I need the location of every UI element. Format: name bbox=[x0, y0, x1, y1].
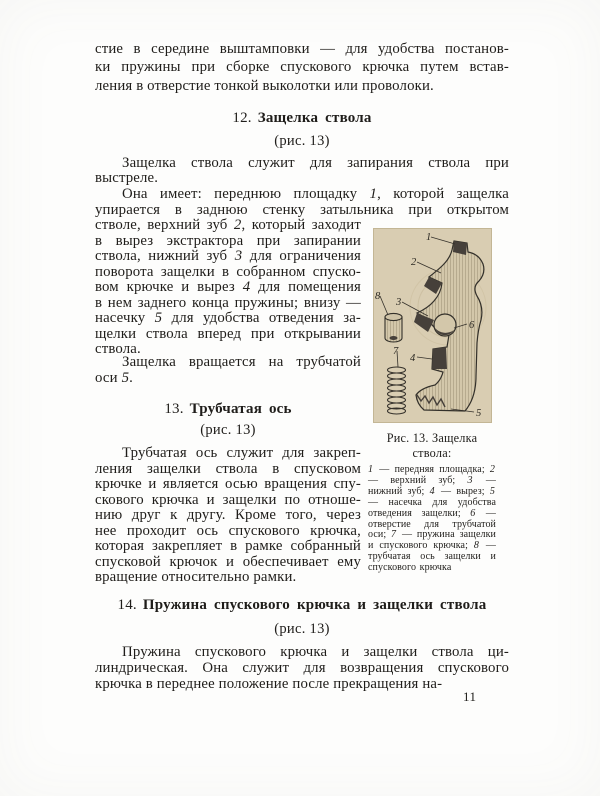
section-13-paragraph: Трубчатая ось служит для закреп- ления защелки ствола в спусковом крючке и является осью вращения спу- скового крючка и защелки по отноше- нию друг к другу. Кроме того, через нее проходит ось спускового крючка, которая закрепляет в рамке собранный спусковой крючок и обеспечивает ему вращение относительно рамки. bbox=[95, 446, 361, 585]
intro-paragraph: стие в середине выштамповки — для удобства постанов- ки пружины при сборке спускового крючка путем встав- ления в отверстие тонкой выколотки или проволоки. bbox=[95, 41, 509, 94]
section-14-paragraph: Пружина спускового крючка и защелки ствола ци- линдрическая. Она служит для возвращения спускового крючка в переднее положение после прекращения на- bbox=[95, 645, 509, 692]
figure-label-6: 6 bbox=[469, 320, 475, 331]
barrel-latch-drawing bbox=[374, 229, 491, 422]
section-14-number: 14. bbox=[117, 597, 137, 613]
section-12-paragraph-2-narrow: стволе, верхний зуб 2, который заходит в вырез экстрактора при запирании ствола, нижний зуб 3 для ограничения поворота защелки в собранном спуско- вом крючке и вырез 4 для помещения в нем заднего конца пружины; внизу — насечку 5 для удобства отведения за- щелки ствола вперед при открывании ствола. bbox=[95, 218, 361, 358]
tubular-axis-hole bbox=[390, 336, 398, 340]
figure-label-1: 1 bbox=[426, 232, 432, 243]
figure-label-4: 4 bbox=[410, 353, 416, 364]
section-12-heading bbox=[95, 110, 509, 127]
section-12-paragraph-1: Защелка ствола служит для запирания ствола при выстреле. bbox=[95, 156, 509, 187]
cutout-notch bbox=[432, 347, 447, 369]
spring bbox=[388, 367, 406, 414]
page-number: 11 bbox=[463, 689, 477, 704]
section-12-paragraph-3: Защелка вращается на трубчатой оси 5. bbox=[95, 355, 361, 386]
figure-label-7: 7 bbox=[393, 346, 399, 357]
section-12-title: Защелка ствола bbox=[257, 110, 372, 126]
figure-label-3: 3 bbox=[396, 297, 402, 308]
section-12-paragraph-2-full: Она имеет: переднюю площадку 1, которой защелка упирается в заднюю стенку затыльника при открытом bbox=[95, 187, 509, 218]
figure-legend: 1 — передняя площадка; 2 — верхний зуб; 3 — нижний зуб; 4 — вырез; 5 — насечка для удобства отведения защелки; 6 — отверстие для трубчатой оси; 7 — пружина защелки и спускового крючка; 8 — трубчатая ось защелки и спускового крючка bbox=[368, 464, 497, 574]
figure-13-photo bbox=[373, 228, 492, 423]
figure-caption-title-line1: Рис. 13. Защелка bbox=[386, 431, 478, 445]
section-13-heading bbox=[95, 401, 361, 418]
section-13-title: Трубчатая ось bbox=[189, 401, 292, 417]
section-12-figure-ref: (рис. 13) bbox=[274, 132, 330, 149]
figure-caption-title-line2: ствола: bbox=[412, 445, 452, 460]
section-13-number: 13. bbox=[164, 401, 184, 417]
section-12-number: 12. bbox=[232, 110, 252, 126]
section-14-heading bbox=[95, 597, 509, 614]
figure-label-5: 5 bbox=[476, 408, 482, 419]
figure-label-8: 8 bbox=[375, 291, 381, 302]
figure-13-caption bbox=[368, 431, 496, 574]
figure-label-2: 2 bbox=[411, 257, 417, 268]
section-14-figure-ref: (рис. 13) bbox=[274, 621, 330, 637]
section-14-title: Пружина спускового крючка и защелки ствола bbox=[142, 597, 487, 613]
axis-hole bbox=[434, 314, 456, 336]
section-13-figure-ref: (рис. 13) bbox=[200, 421, 256, 438]
